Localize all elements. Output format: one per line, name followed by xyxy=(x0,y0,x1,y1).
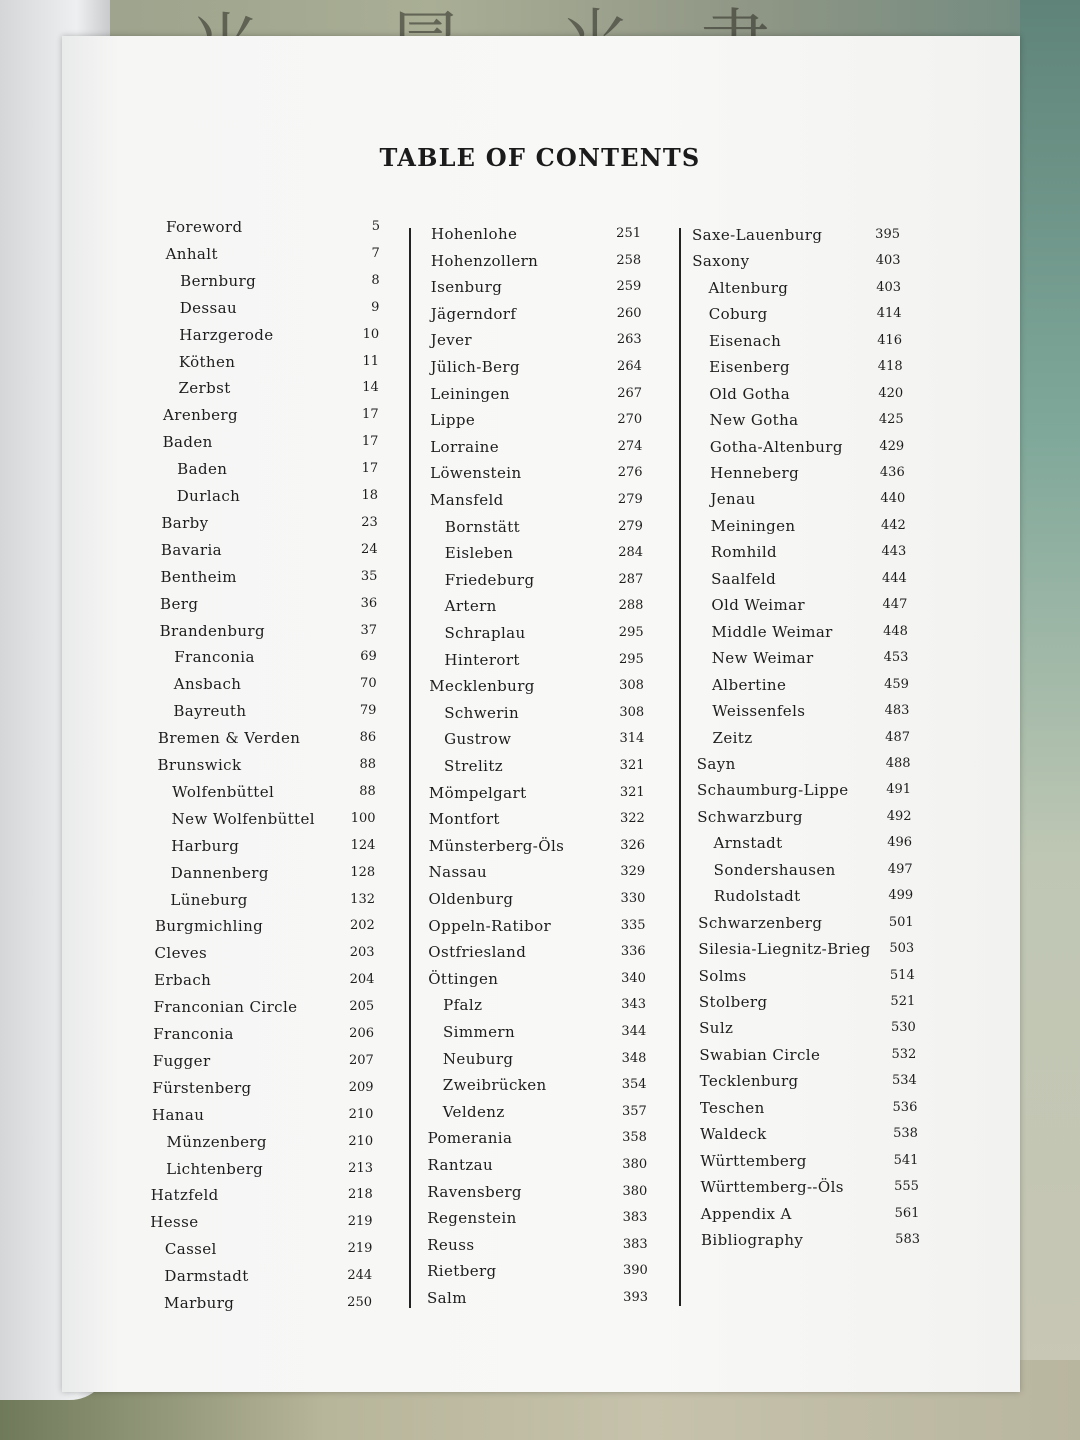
toc-entry-page-number: 5 xyxy=(371,219,380,234)
toc-entry-page-number: 354 xyxy=(621,1077,647,1093)
toc-entry-page-number: 128 xyxy=(350,864,376,880)
toc-entry-label: Löwenstein xyxy=(430,464,522,483)
toc-entry-page-number: 521 xyxy=(890,993,916,1009)
toc-entry-label: Pomerania xyxy=(427,1129,513,1148)
toc-entry-label: Anhalt xyxy=(165,244,218,263)
toc-entry-page-number: 206 xyxy=(349,1026,374,1041)
toc-entry-page-number: 321 xyxy=(619,758,645,773)
toc-entry-page-number: 326 xyxy=(620,837,646,853)
toc-entry-label: Zeitz xyxy=(712,728,753,747)
toc-entry-page-number: 209 xyxy=(348,1079,374,1095)
toc-entry-page-number: 24 xyxy=(361,541,378,557)
toc-entry-label: Veldenz xyxy=(442,1102,505,1121)
toc-entry-label: Stolberg xyxy=(698,992,768,1011)
toc-entry-page-number: 284 xyxy=(618,545,644,561)
toc-entry-label: Montfort xyxy=(428,810,500,829)
toc-entry-page-number: 267 xyxy=(617,385,643,401)
toc-entry-label: Strelitz xyxy=(444,757,504,775)
toc-entry-page-number: 492 xyxy=(886,808,912,824)
toc-entry-page-number: 336 xyxy=(620,944,646,960)
toc-entry-page-number: 288 xyxy=(618,598,644,614)
toc-entry-label: Durlach xyxy=(176,487,241,505)
toc-entry-page-number: 496 xyxy=(887,835,913,851)
page-title: TABLE OF CONTENTS xyxy=(379,143,701,172)
toc-entry-page-number: 383 xyxy=(622,1210,648,1226)
toc-entry-page-number: 218 xyxy=(347,1187,373,1203)
toc-entry-label: Waldeck xyxy=(700,1125,767,1144)
toc-entry-page-number: 258 xyxy=(616,252,642,268)
toc-entry-page-number: 204 xyxy=(349,972,375,988)
toc-entry-label: Oppeln-Ratibor xyxy=(428,916,552,935)
toc-entry-label: Lorraine xyxy=(430,437,499,456)
toc-entry-page-number: 403 xyxy=(875,253,901,269)
toc-entry-page-number: 287 xyxy=(618,571,644,587)
toc-entry-page-number: 88 xyxy=(359,757,376,772)
toc-entry-label: Arenberg xyxy=(163,406,239,425)
toc-entry-page-number: 69 xyxy=(360,649,377,665)
toc-entry-label: Oldenburg xyxy=(428,890,514,908)
toc-entry-label: Saxony xyxy=(692,252,750,271)
toc-entry-page-number: 17 xyxy=(361,461,379,477)
toc-entry-label: Albertine xyxy=(712,675,787,694)
toc-entry-page-number: 308 xyxy=(619,678,644,694)
toc-entry-page-number: 7 xyxy=(371,245,380,261)
toc-entry-label: Schaumburg-Lippe xyxy=(696,781,849,800)
toc-entry-label: Darmstadt xyxy=(164,1267,249,1286)
toc-entry-label: Silesia-Liegnitz-Brieg xyxy=(698,940,871,959)
toc-entry-page-number: 100 xyxy=(350,810,376,826)
toc-entry-label: Ansbach xyxy=(173,675,242,694)
toc-entry-label: New Wolfenbüttel xyxy=(171,809,315,828)
toc-entry-label: Berg xyxy=(160,594,199,613)
toc-entry-label: Nassau xyxy=(428,863,488,882)
toc-entry-page-number: 499 xyxy=(888,888,914,904)
toc-entry-page-number: 295 xyxy=(618,651,644,667)
toc-entry-label: Eisenach xyxy=(708,331,782,350)
toc-entry-page-number: 487 xyxy=(885,729,910,745)
toc-entry-page-number: 459 xyxy=(884,676,909,692)
toc-entry-label: Ravensberg xyxy=(427,1182,522,1201)
toc-entry-page-number: 393 xyxy=(623,1290,648,1305)
toc-entry-label: Franconia xyxy=(153,1025,234,1043)
toc-entry-page-number: 124 xyxy=(350,837,376,853)
toc-entry-label: Jenau xyxy=(710,490,756,509)
column-divider-right xyxy=(679,228,681,1306)
toc-entry-label: Fürstenberg xyxy=(152,1078,252,1097)
toc-entry-page-number: 447 xyxy=(882,597,908,613)
toc-entry-label: Baden xyxy=(162,433,213,452)
toc-entry-label: Hanau xyxy=(151,1105,205,1124)
toc-entry-label: Brunswick xyxy=(157,756,242,774)
toc-entry-page-number: 583 xyxy=(895,1232,920,1247)
toc-entry-label: Coburg xyxy=(708,305,768,324)
toc-entry-page-number: 88 xyxy=(359,783,376,799)
toc-entry-page-number: 35 xyxy=(360,568,378,584)
toc-entry-label: Saalfeld xyxy=(711,569,777,588)
toc-entry-label: Salm xyxy=(427,1289,467,1307)
toc-entry-label: Münzenberg xyxy=(166,1132,267,1151)
toc-entry-page-number: 276 xyxy=(617,465,643,481)
toc-entry-label: Sulz xyxy=(699,1019,734,1038)
toc-entry-page-number: 555 xyxy=(894,1179,919,1195)
background-cloth-right xyxy=(1020,0,1080,1440)
toc-entry-label: Dannenberg xyxy=(170,863,269,882)
toc-entry-label: Friedeburg xyxy=(444,570,535,589)
toc-entry-label: Mecklenburg xyxy=(429,677,535,696)
toc-entry-label: Harburg xyxy=(171,836,240,855)
toc-entry-label: Altenburg xyxy=(708,278,789,297)
toc-entry-page-number: 329 xyxy=(620,864,646,880)
toc-entry-page-number: 448 xyxy=(883,623,908,639)
toc-entry-page-number: 36 xyxy=(360,595,378,611)
toc-entry-label: Rietberg xyxy=(427,1262,497,1281)
toc-entry-label: Lippe xyxy=(430,411,476,430)
toc-entry-page-number: 263 xyxy=(616,332,642,348)
toc-entry-page-number: 14 xyxy=(362,380,379,396)
toc-entry-page-number: 9 xyxy=(371,299,380,315)
toc-entry-page-number: 132 xyxy=(350,891,375,907)
toc-entry-label: Solms xyxy=(698,966,747,985)
toc-entry-label: Regenstein xyxy=(427,1209,517,1228)
toc-entry-label: Middle Weimar xyxy=(711,622,833,641)
toc-entry-label: Zweibrücken xyxy=(442,1076,547,1095)
toc-entry-page-number: 530 xyxy=(890,1020,916,1036)
toc-entry-page-number: 380 xyxy=(622,1157,648,1172)
toc-entry-label: Teschen xyxy=(699,1098,765,1117)
toc-entry-page-number: 429 xyxy=(879,438,905,454)
toc-entry-label: Artern xyxy=(444,597,497,616)
toc-entry-page-number: 251 xyxy=(616,226,641,241)
toc-entry-label: Hohenzollern xyxy=(430,251,539,270)
toc-entry-page-number: 219 xyxy=(347,1214,373,1230)
toc-entry-page-number: 418 xyxy=(877,359,903,375)
toc-entry-label: New Weimar xyxy=(711,649,814,668)
toc-entry-label: Franconia xyxy=(174,648,255,667)
toc-entry-label: Saxe-Lauenburg xyxy=(692,226,823,244)
toc-entry-label: Weissenfels xyxy=(712,702,806,721)
toc-entry-label: Reuss xyxy=(427,1235,475,1254)
toc-entry-label: Neuburg xyxy=(442,1049,514,1068)
toc-entry-label: Jägerndorf xyxy=(430,304,517,323)
toc-entry-label: Leiningen xyxy=(430,384,510,403)
toc-entry-page-number: 443 xyxy=(881,544,907,560)
toc-entry-page-number: 444 xyxy=(882,570,907,586)
toc-entry-page-number: 213 xyxy=(348,1160,373,1176)
toc-entry-label: Hatzfeld xyxy=(150,1186,219,1205)
toc-entry-page-number: 322 xyxy=(620,811,645,827)
toc-entry-label: Wolfenbüttel xyxy=(172,782,275,801)
toc-entry-label: Öttingen xyxy=(428,969,499,988)
toc-entry-label: Bernburg xyxy=(180,271,257,290)
toc-entry-label: Württemberg xyxy=(700,1151,807,1170)
toc-entry-label: Bibliography xyxy=(701,1231,804,1249)
toc-entry-page-number: 18 xyxy=(361,488,378,503)
toc-entry-page-number: 203 xyxy=(349,945,375,961)
toc-entry-label: Eisenberg xyxy=(709,358,791,377)
toc-entry-page-number: 17 xyxy=(362,407,379,423)
toc-entry-page-number: 86 xyxy=(359,730,377,746)
toc-entry-page-number: 390 xyxy=(622,1263,648,1279)
toc-entry-label: Bornstätt xyxy=(444,517,521,536)
toc-entry-page-number: 343 xyxy=(621,997,647,1013)
toc-entry-page-number: 395 xyxy=(875,227,900,242)
toc-entry-label: Lichtenberg xyxy=(166,1159,264,1178)
toc-entry-label: Bentheim xyxy=(160,567,237,586)
toc-entry-label: Schwerin xyxy=(444,703,520,722)
toc-entry-page-number: 538 xyxy=(893,1126,918,1142)
toc-entry-label: Old Weimar xyxy=(711,596,805,615)
toc-entry-label: Münsterberg-Öls xyxy=(428,836,565,855)
toc-entry-page-number: 10 xyxy=(362,326,380,342)
toc-entry-label: Franconian Circle xyxy=(153,998,298,1017)
toc-entry-page-number: 497 xyxy=(887,861,913,877)
toc-entry-page-number: 414 xyxy=(876,306,902,322)
toc-entry-label: Zerbst xyxy=(178,379,231,398)
toc-entry-page-number: 314 xyxy=(619,731,645,747)
toc-entry-page-number: 488 xyxy=(885,755,911,771)
toc-entry-label: Rantzau xyxy=(427,1156,494,1174)
toc-entry-label: Hohenlohe xyxy=(431,225,518,243)
toc-entry-label: Sayn xyxy=(696,754,736,773)
toc-entry-label: Henneberg xyxy=(710,464,800,483)
toc-entry-page-number: 491 xyxy=(886,782,912,798)
toc-entry-page-number: 23 xyxy=(361,514,378,530)
toc-entry-label: Jülich-Berg xyxy=(430,358,520,376)
toc-entry-label: Harzgerode xyxy=(179,325,274,344)
toc-entry-label: Simmern xyxy=(443,1023,516,1041)
toc-entry-page-number: 561 xyxy=(894,1205,920,1221)
toc-entry-label: Burgmichling xyxy=(154,917,264,936)
toc-entry-label: Mansfeld xyxy=(430,491,504,509)
toc-entry-page-number: 380 xyxy=(622,1183,648,1199)
toc-entry-page-number: 270 xyxy=(617,412,643,428)
toc-entry-label: New Gotha xyxy=(709,411,799,430)
toc-entry-label: Arnstadt xyxy=(713,834,783,853)
toc-entry-page-number: 442 xyxy=(880,517,906,533)
toc-entry-label: Pfalz xyxy=(443,996,483,1015)
toc-entry-page-number: 8 xyxy=(371,272,380,288)
toc-entry-page-number: 244 xyxy=(347,1268,373,1284)
toc-entry-label: Erbach xyxy=(154,971,212,990)
toc-entry-label: Bavaria xyxy=(160,540,222,559)
toc-entry-page-number: 17 xyxy=(361,434,379,450)
toc-entry-page-number: 532 xyxy=(891,1046,917,1062)
toc-entry-page-number: 344 xyxy=(621,1024,647,1039)
toc-entry-label: Old Gotha xyxy=(709,384,791,403)
toc-entry-page-number: 340 xyxy=(621,970,646,986)
toc-entry-label: Ostfriesland xyxy=(428,943,527,962)
toc-entry-page-number: 536 xyxy=(892,1099,918,1115)
toc-entry-label: Foreword xyxy=(166,218,243,236)
toc-entry-label: Marburg xyxy=(164,1294,235,1312)
toc-entry-label: Fugger xyxy=(152,1051,211,1070)
toc-entry-page-number: 295 xyxy=(618,625,644,640)
toc-entry-label: Cleves xyxy=(154,944,208,963)
toc-entry-page-number: 534 xyxy=(892,1073,917,1089)
toc-entry-page-number: 260 xyxy=(616,305,642,321)
toc-entry-page-number: 335 xyxy=(620,917,646,933)
toc-entry-page-number: 210 xyxy=(348,1106,374,1122)
toc-entry-page-number: 358 xyxy=(622,1130,647,1146)
toc-entry-label: Tecklenburg xyxy=(699,1072,799,1091)
toc-entry-label: Württemberg--Öls xyxy=(700,1178,844,1197)
toc-entry-label: Gustrow xyxy=(444,730,512,749)
toc-entry-page-number: 403 xyxy=(876,279,902,295)
toc-entry-label: Köthen xyxy=(178,352,236,371)
toc-entry-page-number: 501 xyxy=(888,914,914,930)
toc-entry-label: Bremen & Verden xyxy=(157,729,301,748)
toc-entry-page-number: 207 xyxy=(348,1052,374,1068)
toc-entry-page-number: 70 xyxy=(360,676,377,692)
toc-entry-page-number: 274 xyxy=(617,438,643,454)
toc-entry-page-number: 205 xyxy=(349,999,375,1015)
toc-entry-page-number: 453 xyxy=(883,650,909,666)
toc-entry-page-number: 483 xyxy=(884,703,910,719)
toc-entry-page-number: 348 xyxy=(621,1050,647,1066)
toc-entry-label: Schwarzburg xyxy=(697,807,803,826)
toc-entry-label: Schraplau xyxy=(444,624,526,642)
toc-entry-label: Schwarzenberg xyxy=(698,913,823,932)
toc-entry-page-number: 425 xyxy=(878,412,904,428)
toc-entry-page-number: 416 xyxy=(877,332,903,348)
toc-entry-page-number: 383 xyxy=(622,1236,648,1252)
toc-entry-label: Jever xyxy=(430,331,473,350)
toc-entry-page-number: 541 xyxy=(893,1152,919,1168)
toc-entry-page-number: 357 xyxy=(621,1103,647,1119)
toc-entry-page-number: 321 xyxy=(619,784,645,800)
toc-entry-label: Baden xyxy=(177,460,228,479)
toc-entry-page-number: 259 xyxy=(616,279,642,295)
toc-entry-page-number: 219 xyxy=(347,1241,373,1257)
toc-entry-label: Gotha-Altenburg xyxy=(709,437,843,456)
toc-entry-label: Brandenburg xyxy=(159,621,265,640)
toc-entry-page-number: 202 xyxy=(349,918,375,934)
toc-entry-label: Meiningen xyxy=(710,516,796,535)
toc-entry-label: Sondershausen xyxy=(713,860,836,879)
toc-entry-label: Cassel xyxy=(164,1240,217,1259)
toc-entry-page-number: 279 xyxy=(618,518,643,534)
toc-entry-page-number: 308 xyxy=(619,704,645,720)
toc-entry-label: Isenburg xyxy=(430,278,503,297)
toc-entry-page-number: 11 xyxy=(362,353,379,369)
toc-entry-page-number: 436 xyxy=(879,465,905,481)
toc-entry-label: Romhild xyxy=(710,543,778,562)
toc-entry-label: Barby xyxy=(161,513,209,532)
toc-entry-page-number: 37 xyxy=(360,622,377,638)
toc-entry-page-number: 503 xyxy=(889,941,915,957)
toc-entry-label: Swabian Circle xyxy=(699,1045,821,1064)
toc-entry-label: Rudolstadt xyxy=(713,887,801,906)
toc-entry-page-number: 279 xyxy=(617,492,643,507)
toc-entry-page-number: 514 xyxy=(889,967,915,983)
column-divider-left xyxy=(409,228,411,1308)
toc-entry-page-number: 440 xyxy=(880,491,906,507)
toc-entry-label: Lüneburg xyxy=(170,890,248,909)
toc-entry-label: Hinterort xyxy=(444,650,520,669)
toc-entry-label: Eisleben xyxy=(444,544,514,563)
toc-entry-label: Mömpelgart xyxy=(428,783,527,802)
toc-entry-label: Hesse xyxy=(150,1213,199,1232)
toc-entry-page-number: 210 xyxy=(348,1133,374,1149)
toc-entry-label: Appendix A xyxy=(700,1204,792,1223)
toc-entry-label: Bayreuth xyxy=(173,702,247,721)
toc-entry-page-number: 79 xyxy=(359,703,377,719)
toc-entry-page-number: 264 xyxy=(617,359,642,374)
toc-entry-page-number: 330 xyxy=(620,891,646,906)
toc-entry-label: Dessau xyxy=(179,298,238,317)
toc-entry-page-number: 420 xyxy=(878,385,904,401)
toc-entry-page-number: 250 xyxy=(347,1295,372,1310)
